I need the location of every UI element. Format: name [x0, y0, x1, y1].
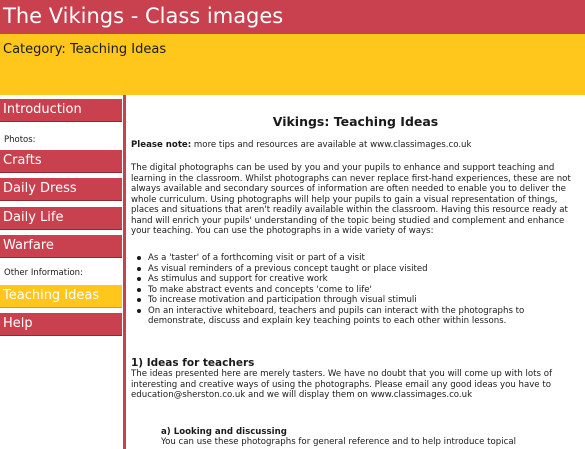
- nav-help[interactable]: Help: [0, 313, 122, 336]
- list-item: To make abstract events and concepts 'come to life': [131, 285, 580, 296]
- nav-crafts[interactable]: Crafts: [0, 150, 122, 173]
- photos-label: Photos:: [4, 135, 36, 145]
- subsection-a-title: a) Looking and discussing: [161, 427, 287, 437]
- intro-paragraph: The digital photographs can be used by you and your pupils to enhance and support teaching and learning in the classroom. Whilst photographs can never replace first-hand experiences, these are not always available and secondary sources of information are often needed to enable you to deliver the whole curriculum. Using photographs will help your pupils to gain a visual representation of things, places and situations that aren't readily available within the classroom. Having this resource ready at hand will enrich your pupils' understanding of the topic being studied and complement and enhance your teaching. You can use the photographs in a wide variety of ways:: [131, 163, 571, 236]
- list-item: As stimulus and support for creative work: [131, 274, 580, 285]
- nav-introduction[interactable]: Introduction: [0, 99, 122, 122]
- section-1-text: The ideas presented here are merely tasters. We have no doubt that you will come up with lots of interesting and creative ways of using the photographs. Please email any good ideas you have to education@sherston.co.uk and we will display them on www.classimages.co.uk: [131, 369, 553, 400]
- note-label: Please note:: [131, 140, 192, 150]
- title-bar: [0, 0, 585, 34]
- site-title: The Vikings - Class images: [3, 4, 284, 28]
- nav-warfare[interactable]: Warfare: [0, 235, 122, 258]
- subsection-a-text: You can use these photographs for general reference and to help introduce topical: [161, 437, 516, 447]
- list-item: As a 'taster' of a forthcoming visit or part of a visit: [131, 253, 580, 264]
- list-item: To increase motivation and participation through visual stimuli: [131, 295, 580, 306]
- sidebar-divider: [123, 95, 126, 449]
- nav-teaching-ideas[interactable]: Teaching Ideas: [0, 285, 122, 308]
- other-information-label: Other Information:: [4, 268, 83, 278]
- main-content: [131, 95, 580, 449]
- nav-daily-life[interactable]: Daily Life: [0, 207, 122, 230]
- page-heading: Vikings: Teaching Ideas: [272, 114, 439, 129]
- note-text: more tips and resources are available at www.classimages.co.uk: [191, 140, 472, 150]
- section-1-title: 1) Ideas for teachers: [131, 357, 255, 369]
- usage-list: [131, 253, 580, 327]
- list-item: As visual reminders of a previous concept taught or place visited: [131, 264, 580, 275]
- category-label: Category: Teaching Ideas: [3, 42, 167, 57]
- category-bar: [0, 34, 585, 95]
- list-item: On an interactive whiteboard, teachers and pupils can interact with the photographs to demonstrate, discuss and explain key teaching points to each other within lessons.: [131, 306, 580, 327]
- please-note: [131, 140, 580, 151]
- nav-daily-dress[interactable]: Daily Dress: [0, 178, 122, 201]
- sidebar: [0, 95, 123, 449]
